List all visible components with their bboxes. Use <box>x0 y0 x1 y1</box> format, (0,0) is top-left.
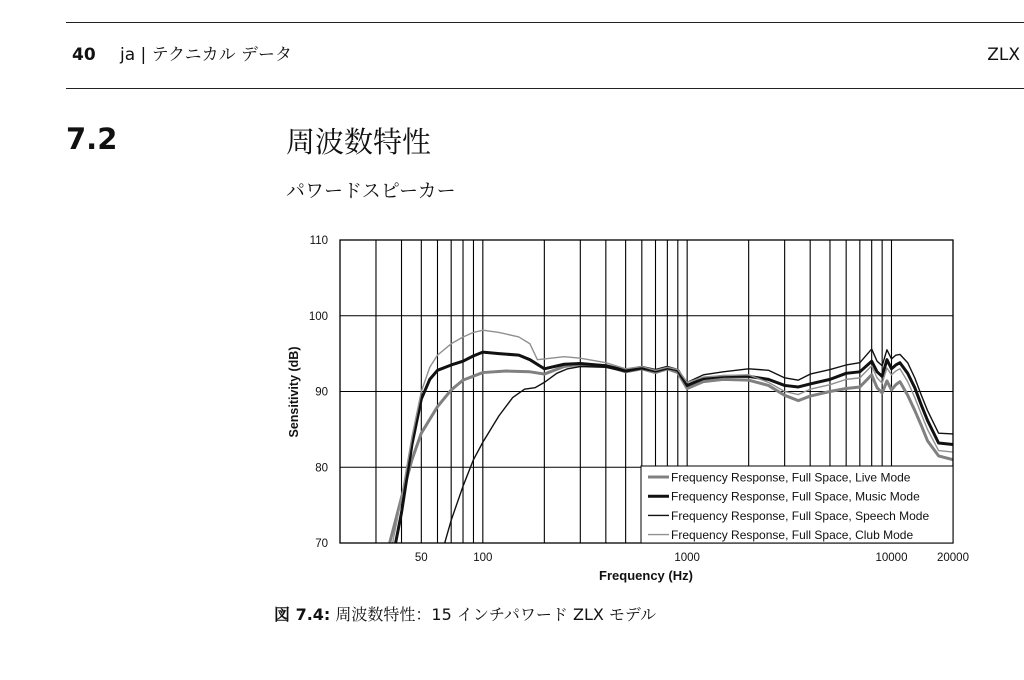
running-header-product: ZLX <box>987 45 1020 65</box>
figure-caption <box>274 604 656 626</box>
x-tick-label: 50 <box>414 552 428 564</box>
figure-label: 図 7.4: <box>274 605 331 624</box>
section-subtitle: パワードスピーカー <box>286 180 456 202</box>
header-rule-top <box>66 22 1024 23</box>
header-rule-bottom <box>66 88 1024 89</box>
legend-entry: Frequency Response, Full Space, Club Mode <box>671 528 914 543</box>
x-tick-label: 20000 <box>937 552 969 564</box>
y-tick-label: 80 <box>315 462 328 475</box>
section-number: 7.2 <box>66 122 118 156</box>
x-axis-label: Frequency (Hz) <box>599 568 693 583</box>
running-header-section: ja | テクニカル データ <box>120 45 293 65</box>
figure-caption-text: 周波数特性：15 インチパワード ZLX モデル <box>330 605 657 624</box>
y-axis-label: Sensitivity (dB) <box>287 346 301 438</box>
y-tick-label: 110 <box>309 235 328 247</box>
x-tick-label: 1000 <box>674 552 700 564</box>
page-number: 40 <box>72 45 96 65</box>
y-tick-label: 90 <box>315 386 328 399</box>
x-tick-label: 100 <box>473 552 493 564</box>
x-tick-label: 10000 <box>875 552 908 564</box>
chart-legend <box>641 466 953 543</box>
legend-entry: Frequency Response, Full Space, Speech Mode <box>671 508 930 523</box>
frequency-response-chart <box>280 228 980 588</box>
legend-entry: Frequency Response, Full Space, Music Mode <box>671 489 920 504</box>
y-tick-label: 70 <box>315 538 328 550</box>
legend-entry: Frequency Response, Full Space, Live Mode <box>671 470 911 485</box>
y-tick-label: 100 <box>308 310 328 323</box>
section-title: 周波数特性 <box>286 125 432 159</box>
